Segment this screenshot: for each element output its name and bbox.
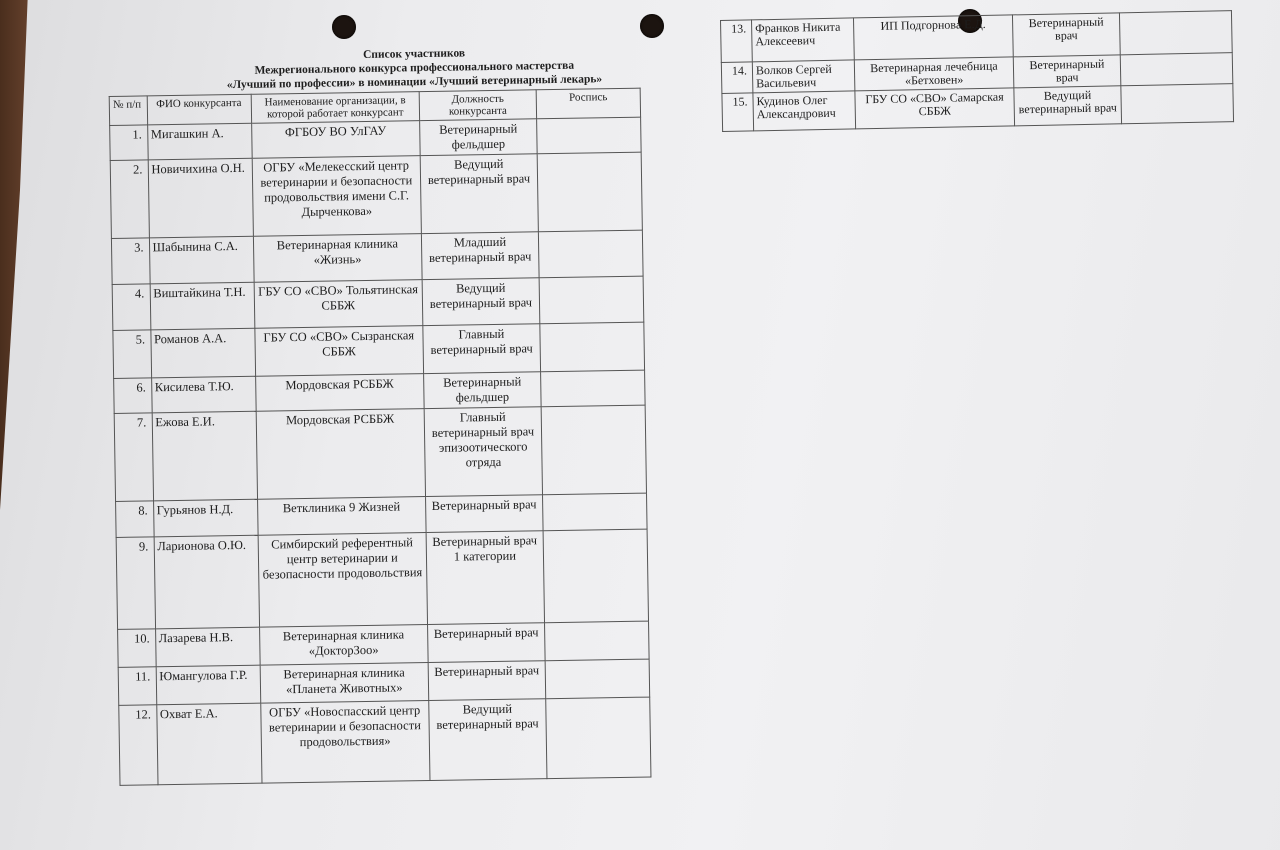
organization: ФГБОУ ВО УлГАУ [251,121,420,159]
position: Ведущий ветеринарный врач [429,699,547,781]
table-row [113,322,645,378]
participant-name: Франков Никита Алексеевич [752,18,855,62]
row-num: 4. [112,284,150,331]
header-name: ФИО конкурсанта [147,94,251,125]
position: Ветеринарный фельдшер [420,119,537,156]
table-row [116,529,648,629]
organization: ГБУ СО «СВО» Тольятинская СББЖ [254,280,423,329]
position: Ведущий ветеринарный врач [1014,86,1122,126]
title-line-2: Межрегионального конкурса профессионального мастерства [254,59,575,77]
participant-name: Юмангулова Г.Р. [156,665,261,705]
participants-table [109,88,652,786]
participant-name: Новичихина О.Н. [148,158,253,238]
participants-table-continued [720,10,1234,132]
signature-cell [538,230,643,278]
position: Главный ветеринарный врач [423,324,541,374]
organization: Мордовская РСББЖ [256,409,426,500]
title-line-1: Список участников [362,47,466,61]
participant-name: Охват Е.А. [156,703,261,785]
signature-cell [537,117,642,154]
row-num: 10. [118,629,156,668]
participant-name: Ежова Е.И. [152,411,257,501]
row-num: 13. [721,20,753,63]
position: Ветеринарный врач [428,661,546,701]
row-num: 15. [722,93,754,132]
row-num: 7. [114,413,153,502]
organization: ОГБУ «Новоспасский центр ветеринарии и безопасности продовольствия» [260,701,430,784]
position: Ветеринарный врач [1013,55,1121,88]
participant-name: Ларионова О.Ю. [154,535,259,629]
signature-cell [540,370,645,407]
header-num: № п/п [109,96,147,126]
participants-document [108,43,681,786]
signature-cell [546,697,651,779]
header-org: Наименование организации, в которой работает конкурсант [251,92,420,124]
document-title [158,43,671,93]
table-row [112,276,644,330]
position: Ветеринарный фельдшер [424,372,541,409]
participant-name: Мигашкин А. [147,123,252,160]
table-row [110,152,642,238]
organization: Мордовская РСББЖ [255,374,424,412]
participants-continuation [720,10,1234,132]
row-num: 12. [119,705,158,786]
signature-cell [544,621,649,661]
position: Ведущий ветеринарный врач [422,278,540,326]
signature-cell [541,405,646,495]
table-row [111,230,643,284]
position: Главный ветеринарный врач эпизоотического отряда [424,407,542,497]
signature-cell [1119,11,1232,55]
row-num: 9. [116,537,155,630]
punch-hole [332,15,356,39]
row-num: 14. [721,62,753,94]
position: Ветеринарный врач [1012,13,1120,57]
organization: ИП Подгорнова Е.Д. [853,15,1013,60]
position: Ветеринарный врач [426,495,543,533]
signature-cell [540,322,645,372]
row-num: 5. [113,330,151,379]
signature-cell [542,493,647,531]
organization: Симбирский референтный центр ветеринарии и безопасности продовольствия [258,533,428,628]
organization: ОГБУ «Мелекесский центр ветеринарии и безопасности продовольствия имени С.Г. Дырченкова» [252,156,422,237]
position: Ветеринарный врач 1 категории [426,531,544,625]
organization: Ветеринарная клиника «Планета Животных» [260,663,429,704]
participant-name: Гурьянов Н.Д. [153,499,258,537]
organization: ГБУ СО «СВО» Самарская СББЖ [855,88,1015,129]
row-num: 6. [114,378,152,414]
signature-cell [539,276,644,324]
row-num: 2. [110,160,149,239]
header-position: Должность конкурсанта [419,90,536,121]
row-num: 1. [110,125,148,161]
participant-name: Волков Сергей Васильевич [752,60,855,93]
signature-cell [1120,53,1233,86]
punch-hole [640,14,664,38]
signature-cell [543,529,649,623]
participant-name: Виштайкина Т.Н. [150,282,255,330]
table-row [114,405,646,501]
title-line-3: «Лучший по профессии» в номинации «Лучший ветеринарный лекарь» [226,73,603,92]
organization: ГБУ СО «СВО» Сызранская СББЖ [254,326,423,377]
table-row [119,697,651,785]
organization: Ветеринарная клиника «ДокторЗоо» [259,625,428,666]
position: Ветеринарный врач [428,623,546,663]
header-sign: Роспись [536,88,641,119]
row-num: 8. [116,501,154,538]
participant-name: Кисилева Т.Ю. [151,376,256,413]
participant-name: Кудинов Олег Александрович [753,91,856,131]
position: Ведущий ветеринарный врач [420,154,538,234]
organization: Ветеринарная лечебница «Бетховен» [854,57,1014,91]
signature-cell [537,152,642,232]
signature-cell [545,659,650,699]
participant-name: Шабынина С.А. [149,236,254,284]
participant-name: Романов А.А. [150,328,255,378]
row-num: 3. [111,238,149,285]
position: Младший ветеринарный врач [421,232,539,280]
organization: Ветеринарная клиника «Жизнь» [253,234,422,283]
organization: Ветклиника 9 Жизней [257,497,426,536]
row-num: 11. [118,667,156,706]
participant-name: Лазарева Н.В. [155,627,260,667]
signature-cell [1121,84,1234,124]
